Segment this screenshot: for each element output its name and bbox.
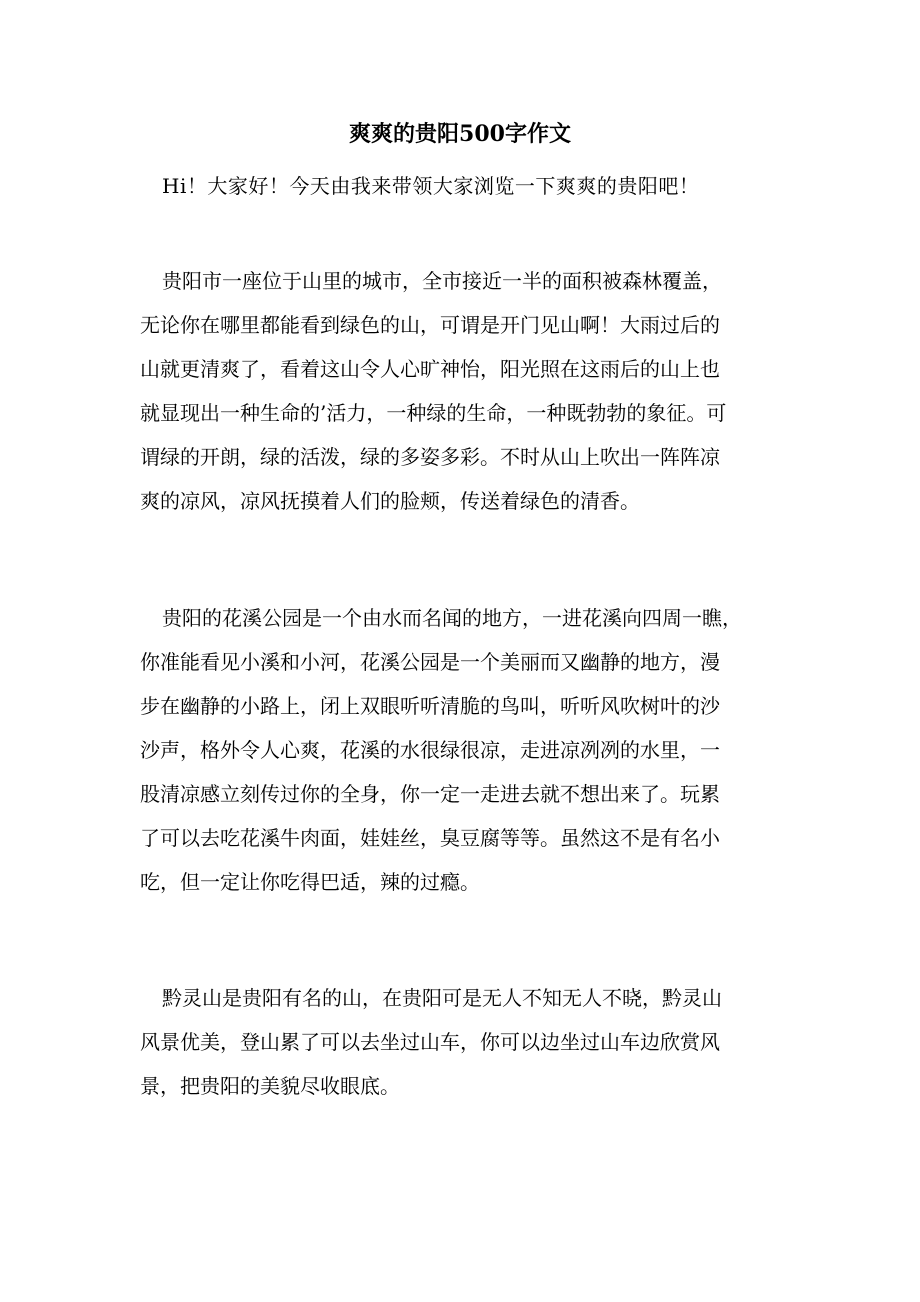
paragraph-qianling-mountain [140, 976, 780, 1108]
greeting-line: Hi！大家好！今天由我来带领大家浏览一下爽爽的贵阳吧！ [162, 174, 700, 198]
paragraph-line: 了可以去吃花溪牛肉面，娃娃丝，臭豆腐等等。虽然这不是有名小 [140, 826, 720, 850]
paragraph-line: 就显现出一种生命的’活力，一种绿的生命，一种既勃勃的象征。可 [140, 401, 727, 425]
paragraph-line: 无论你在哪里都能看到绿色的山，可谓是开门见山啊！大雨过后的 [140, 313, 720, 337]
paragraph-huaxi-park [140, 596, 780, 904]
paragraph-line: 风景优美，登山累了可以去坐过山车，你可以边坐过山车边欣赏风 [140, 1030, 720, 1054]
paragraph-line: 你准能看见小溪和小河，花溪公园是一个美丽而又幽静的地方，漫 [140, 650, 720, 674]
paragraph-line: 黔灵山是贵阳有名的山，在贵阳可是无人不知无人不晓，黔灵山 [162, 986, 722, 1010]
paragraph-line: 爽的凉风，凉风抚摸着人们的脸颊，传送着绿色的清香。 [140, 489, 640, 513]
paragraph-line: 沙声，格外令人心爽，花溪的水很绿很凉，走进凉冽冽的水里，一 [140, 738, 720, 762]
paragraph-forest-city [140, 259, 780, 523]
document-title: 爽爽的贵阳500字作文 [349, 121, 571, 147]
paragraph-line: 景，把贵阳的美貌尽收眼底。 [140, 1074, 400, 1098]
paragraph-line: 贵阳市一座位于山里的城市，全市接近一半的面积被森林覆盖， [162, 269, 722, 293]
paragraph-line: 股清凉感立刻传过你的全身，你一定一走进去就不想出来了。玩累 [140, 782, 720, 806]
paragraph-line: 谓绿的开朗，绿的活泼，绿的多姿多彩。不时从山上吹出一阵阵凉 [140, 445, 720, 469]
paragraph-line: 步在幽静的小路上，闭上双眼听听清脆的鸟叫，听听风吹树叶的沙 [140, 694, 720, 718]
paragraph-line: 贵阳的花溪公园是一个由水而名闻的地方，一进花溪向四周一瞧， [162, 606, 742, 630]
paragraph-line: 山就更清爽了，看着这山令人心旷神怡，阳光照在这雨后的山上也 [140, 357, 720, 381]
paragraph-line: 吃，但一定让你吃得巴适，辣的过瘾。 [140, 870, 480, 894]
